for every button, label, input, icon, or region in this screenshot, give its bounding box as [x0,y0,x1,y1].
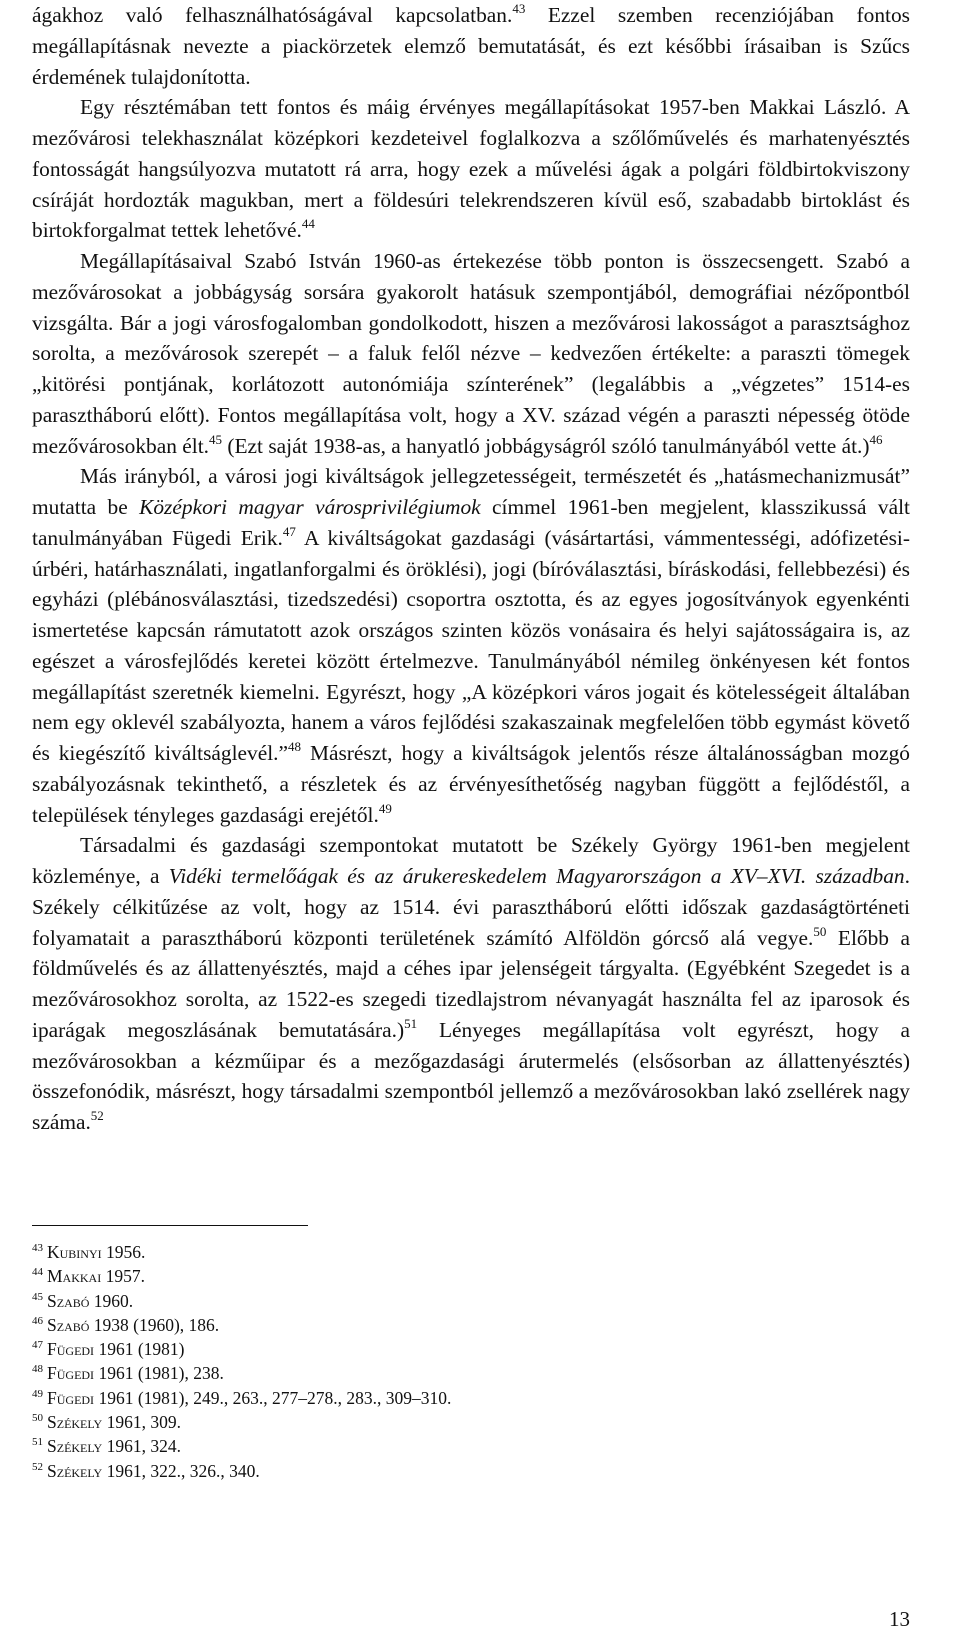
footnote-ref: 44 [301,216,315,232]
footnote-author: Fügedi [47,1387,95,1408]
footnote-number: 50 [32,1412,43,1425]
text-run: Ezzel szemben recenziójában fontos megállapításnak nevezte a piackörzetek elemző bemutatását, és ezt későbbi írásaiban is Szűcs érdemének tulajdonította. [32,3,910,89]
footnote-citation: 1957. [101,1266,145,1287]
text-run: . Székely célkitűzése az volt, hogy az 1514. évi parasztháború előtti időszak gazdaságtörténeti folyamatait a parasztháború központi területének számító Alföldön górcső alá vegye. [32,864,910,950]
text-run: A kiváltságokat gazdasági (vásártartási, vámmentességi, adófizetési-úrbéri, határhasználati, ingatlanforgalmi és öröklési), jogi (bíróválasztási, bíráskodási, fellebbezési) és egyházi (plébánosválasztási, tizedszedési) csoportra osztotta, és az egyes jogosítványok egyenkénti ismertetése kapcsán rámutatott azok országos szinten közös vonásaira és helyi sajátosságaira is, az egészet a városfejlődés keretei között értelmezve. Tanulmányából némileg önkényesen két fontos megállapítást szeretnék kiemelni. Egyrészt, hogy „A középkori város jogait és kötelességeit általában nem egy oklevél szabályozta, hanem a város fejlődési szakaszainak megfelelően több egymást követő és kiegészítő kiváltságlevél.” [32,525,910,765]
footnote [32,1410,910,1434]
footnote-citation: 1938 (1960), 186. [89,1314,220,1335]
footnote-citation: 1961 (1981), 238. [94,1363,224,1384]
paragraph [32,0,910,92]
footnote-ref: 50 [813,923,827,939]
paragraph [32,830,910,1138]
footnote-number: 44 [32,1266,43,1279]
footnote [32,1264,910,1288]
footnote-author: Székely [47,1412,103,1433]
footnote-citation: 1956. [101,1242,146,1262]
page-number: 13 [889,1607,910,1631]
footnote-author: Fügedi [47,1363,95,1384]
text-run: Más irányból, a városi jogi kiváltságok jellegzetességeit, természetét és „hatásmechanizmusát” mutatta be [32,464,910,519]
footnote-citation: 1961 (1981) [94,1339,185,1360]
text-run: Megállapításaival Szabó István 1960-as értekezése több ponton is összecsengett. Szabó a mezővárosokat a jobbágyság sorsára gyakorolt hatásuk szempontjából, demográfiai nézőpontból vizsgálta. Bár a jogi városfogalomban gondolkodott, hiszen a mezővárosi lakosságot a parasztsághoz sorolta, a mezővárosok szerepét – a faluk felől nézve – kedvezően értékelte: a paraszti tömegek „kitörési pontjának, korlátozott autonómiája színterének” (legalábbis a „végzetes” 1514-es parasztháború előtt). Fontos megállapítása volt, hogy a XV. század végén a paraszti népesség ötöde mezővárosokban élt. [32,249,910,458]
footnote [32,1361,910,1385]
footnote [32,1313,910,1337]
footnote [32,1337,910,1361]
footnote-author: Székely [47,1436,103,1457]
footnote-ref: 51 [404,1015,418,1031]
footnote [32,1289,910,1313]
text-run: (Ezt saját 1938-as, a hanyatló jobbágyságról szóló tanulmányából vette át.) [222,433,870,458]
footnote-number: 48 [32,1363,43,1376]
paragraph [32,92,910,246]
footnote-ref: 46 [869,431,883,447]
footnote-number: 45 [32,1290,43,1303]
paragraph [32,461,910,830]
footnote-author: Kubinyi [47,1242,102,1262]
footnote-citation: 1961 (1981), 249., 263., 277–278., 283., 309–310. [94,1387,452,1408]
footnote-ref: 47 [282,523,296,539]
footnote-citation: 1961, 322., 326., 340. [102,1460,260,1481]
footnote-author: Szabó [47,1290,90,1311]
footnote-author: Szabó [47,1314,90,1335]
footnote-author: Székely [47,1460,103,1481]
text-run: Egy résztémában tett fontos és máig érvényes megállapításokat 1957-ben Makkai László. A mezővárosi telekhasználat középkori kezdeteivel foglalkozva a szőlőművelés és marhatenyésztés fontosságát hangsúlyozva mutatott rá arra, hogy ezek a művelési ágak a polgári földbirtokviszony csíráját hordozták magukban, mert a földesúri telekrendszeren kívül eső, szabadabb birtoklást és birtokforgalmat tettek lehetővé. [32,95,910,243]
footnote-ref: 43 [512,1,526,16]
footnote-number: 46 [32,1314,43,1327]
footnote-number: 49 [32,1387,43,1400]
text-run: címmel 1961-ben megjelent, klasszikussá vált tanulmányában Fügedi Erik. [32,495,910,550]
footnote-number: 51 [32,1436,43,1449]
footnote-ref: 48 [288,739,302,754]
body-text [32,0,910,1138]
footnote-author: Makkai [47,1266,102,1287]
footnote [32,1386,910,1410]
footnote-separator [32,1225,308,1226]
footnote [32,1459,910,1483]
footnote-ref: 49 [378,800,392,816]
footnote-number: 52 [32,1460,43,1473]
footnote-author: Fügedi [47,1339,95,1360]
footnote [32,1240,910,1264]
footnotes [32,1240,910,1483]
footnote-number: 43 [32,1242,43,1254]
paragraph [32,246,910,461]
footnote [32,1434,910,1458]
text-run: Másrészt, hogy a kiváltságok jelentős része általánosságban mozgó szabályozásnak tekinthető, a részletek és az érvényesíthetőség nagyban függött a fejlődéstől, a települések tényleges gazdasági erejétől. [32,741,910,827]
text-run: Előbb a földművelés és az állattenyésztés, majd a céhes ipar jelenségeit tárgyalta. (Egyébként Szegedet is a mezővárosokhoz sorolta, az 1522-es szegedi tizedlajstrom névanyagát használta fel az iparosok és iparágak megoszlásának bemutatására.) [32,925,910,1042]
footnote-citation: 1960. [89,1290,134,1311]
footnote-citation: 1961, 309. [102,1412,181,1433]
text-run: ágakhoz való felhasználhatóságával kapcsolatban. [32,3,513,27]
italic-title: Vidéki termelőágak és az árukereskedelem Magyarországon a XV–XVI. században [168,864,905,888]
italic-title: Középkori magyar városprivilégiumok [139,495,481,519]
footnote-ref: 45 [209,431,223,447]
footnote-number: 47 [32,1339,43,1352]
footnote-citation: 1961, 324. [102,1436,181,1457]
text-run: Társadalmi és gazdasági szempontokat mutatott be Székely György 1961-ben megjelent közleménye, a [32,833,910,888]
text-run: Lényeges megállapítása volt egyrészt, hogy a mezővárosokban a kézműipar és a mezőgazdasági árutermelés (elsősorban az állattenyésztés) összefonódik, másrészt, hogy társadalmi szempontból jellemző a mezővárosokban lakó zsellérek nagy száma. [32,1017,910,1134]
footnote-ref: 52 [90,1108,104,1123]
